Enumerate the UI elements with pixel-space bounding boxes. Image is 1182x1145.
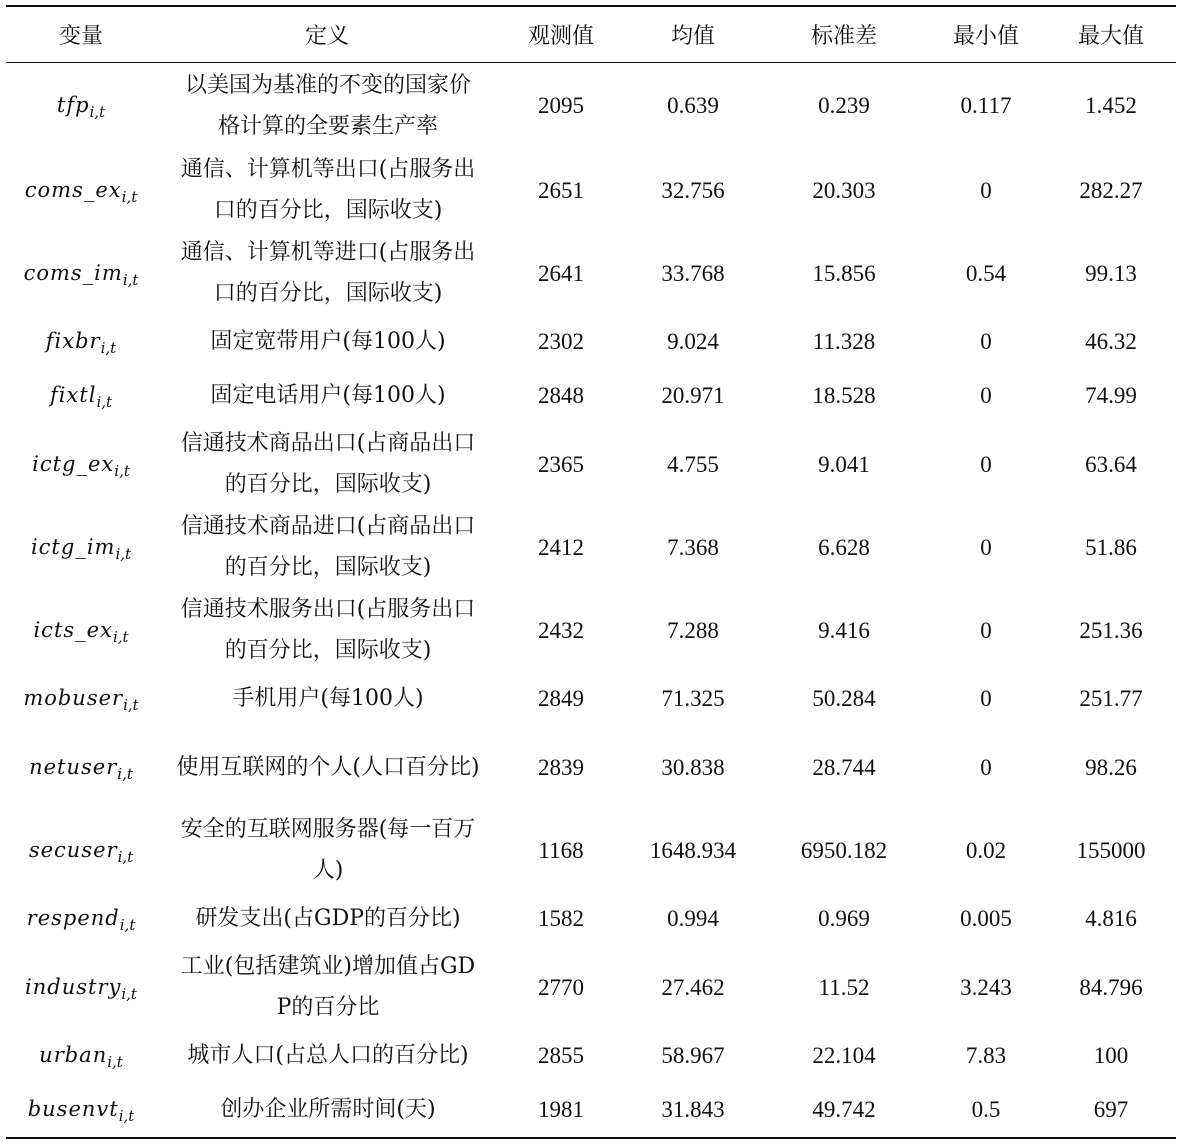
descriptive-statistics-table bbox=[6, 5, 1176, 1139]
observations-cell: 2641 bbox=[538, 260, 584, 286]
variable-cell bbox=[6, 1083, 156, 1138]
mean-cell: 31.843 bbox=[661, 1097, 725, 1122]
table-row bbox=[6, 423, 1176, 506]
min-cell: 0 bbox=[980, 617, 992, 643]
sd-cell: 49.742 bbox=[812, 1097, 876, 1122]
definition-cell: 研发支出(占GDP的百分比) bbox=[195, 906, 461, 931]
sd-cell: 22.104 bbox=[812, 1043, 876, 1068]
mean-cell: 1648.934 bbox=[649, 837, 737, 863]
mean-cell: 0.639 bbox=[667, 93, 719, 118]
max-cell: 251.77 bbox=[1079, 686, 1143, 711]
max-cell: 155000 bbox=[1076, 837, 1146, 863]
variable-cell bbox=[6, 672, 156, 726]
variable-name: urban bbox=[39, 1043, 108, 1067]
table-row bbox=[6, 506, 1176, 589]
header-observations: 观测值 bbox=[527, 23, 594, 49]
variable-subscript: i,t bbox=[123, 696, 139, 714]
variable-name: industry bbox=[25, 974, 122, 999]
sd-cell: 11.52 bbox=[818, 974, 870, 1000]
mean-cell: 58.967 bbox=[661, 1043, 725, 1068]
variable-name: tfp bbox=[56, 93, 90, 117]
mean-cell: 20.971 bbox=[661, 383, 725, 408]
definition-cell: 信通技术商品出口(占商品出口的百分比，国际收支) bbox=[180, 431, 476, 497]
variable-cell bbox=[6, 589, 156, 672]
variable-name: ictg_im bbox=[30, 534, 116, 559]
table-row bbox=[6, 62, 1176, 149]
observations-cell: 2770 bbox=[538, 974, 584, 1000]
min-cell: 7.83 bbox=[965, 1043, 1007, 1068]
observations-cell: 2855 bbox=[538, 1043, 584, 1068]
min-cell: 0 bbox=[980, 383, 992, 408]
sd-cell: 20.303 bbox=[812, 177, 876, 203]
min-cell: 0 bbox=[980, 686, 992, 711]
mean-cell: 32.756 bbox=[661, 177, 725, 203]
observations-cell: 2095 bbox=[538, 93, 584, 118]
variable-cell bbox=[6, 726, 156, 809]
variable-name: fixtl bbox=[49, 383, 97, 407]
max-cell: 1.452 bbox=[1085, 93, 1137, 118]
variable-cell bbox=[6, 149, 156, 232]
max-cell: 4.816 bbox=[1085, 906, 1137, 931]
header-standard-deviation: 标准差 bbox=[810, 23, 877, 49]
min-cell: 0.02 bbox=[965, 837, 1007, 863]
max-cell: 697 bbox=[1093, 1097, 1129, 1122]
observations-cell: 1582 bbox=[538, 906, 584, 931]
observations-cell: 2412 bbox=[538, 534, 584, 560]
definition-cell: 以美国为基准的不变的国家价格计算的全要素生产率 bbox=[184, 72, 471, 139]
observations-cell: 2848 bbox=[538, 383, 584, 408]
observations-cell: 2365 bbox=[538, 451, 584, 477]
variable-name: busenvt bbox=[27, 1097, 119, 1121]
variable-subscript: i,t bbox=[122, 270, 139, 289]
observations-cell: 2839 bbox=[538, 754, 584, 780]
variable-cell bbox=[6, 62, 156, 149]
variable-subscript: i,t bbox=[96, 393, 113, 411]
min-cell: 3.243 bbox=[960, 974, 1012, 1000]
definition-cell: 手机用户(每100人) bbox=[232, 686, 424, 711]
descriptive-statistics-table-container bbox=[6, 5, 1176, 1139]
variable-subscript: i,t bbox=[118, 1107, 135, 1125]
table-row bbox=[6, 1029, 1176, 1083]
definition-cell: 通信、计算机等进口(占服务出口的百分比，国际收支) bbox=[180, 240, 476, 306]
variable-cell bbox=[6, 232, 156, 315]
variable-cell bbox=[6, 369, 156, 423]
mean-cell: 9.024 bbox=[667, 329, 719, 354]
min-cell: 0 bbox=[980, 329, 992, 354]
min-cell: 0.005 bbox=[960, 906, 1012, 931]
variable-subscript: i,t bbox=[119, 916, 136, 934]
table-row bbox=[6, 232, 1176, 315]
mean-cell: 7.288 bbox=[667, 617, 719, 643]
definition-cell: 创办企业所需时间(天) bbox=[220, 1097, 436, 1122]
observations-cell: 2302 bbox=[538, 329, 584, 354]
mean-cell: 71.325 bbox=[661, 686, 725, 711]
min-cell: 0 bbox=[980, 534, 992, 560]
mean-cell: 0.994 bbox=[667, 906, 719, 931]
variable-cell bbox=[6, 423, 156, 506]
table-row bbox=[6, 672, 1176, 726]
sd-cell: 9.041 bbox=[818, 451, 870, 477]
min-cell: 0.5 bbox=[971, 1097, 1001, 1122]
variable-subscript: i,t bbox=[112, 627, 129, 646]
variable-subscript: i,t bbox=[89, 103, 106, 121]
variable-cell bbox=[6, 946, 156, 1029]
max-cell: 46.32 bbox=[1085, 329, 1137, 354]
header-minimum: 最小值 bbox=[952, 23, 1019, 49]
variable-cell bbox=[6, 315, 156, 369]
max-cell: 100 bbox=[1093, 1043, 1129, 1068]
variable-name: icts_ex bbox=[33, 617, 113, 642]
min-cell: 0.117 bbox=[960, 93, 1012, 118]
variable-name: secuser bbox=[28, 837, 118, 862]
sd-cell: 0.239 bbox=[818, 93, 870, 118]
variable-name: fixbr bbox=[45, 329, 101, 353]
table-header-row bbox=[6, 6, 1176, 62]
observations-cell: 2849 bbox=[538, 686, 584, 711]
min-cell: 0.54 bbox=[965, 260, 1007, 286]
table-row bbox=[6, 946, 1176, 1029]
sd-cell: 18.528 bbox=[812, 383, 876, 408]
min-cell: 0 bbox=[980, 177, 992, 203]
observations-cell: 2651 bbox=[538, 177, 584, 203]
max-cell: 98.26 bbox=[1085, 754, 1137, 780]
variable-cell bbox=[6, 1029, 156, 1083]
variable-cell bbox=[6, 506, 156, 589]
variable-subscript: i,t bbox=[117, 764, 133, 783]
sd-cell: 0.969 bbox=[818, 906, 870, 931]
variable-subscript: i,t bbox=[121, 187, 138, 206]
mean-cell: 7.368 bbox=[667, 534, 719, 560]
sd-cell: 9.416 bbox=[818, 617, 870, 643]
variable-subscript: i,t bbox=[115, 544, 132, 563]
variable-cell bbox=[6, 809, 156, 892]
max-cell: 63.64 bbox=[1085, 451, 1137, 477]
variable-subscript: i,t bbox=[107, 1053, 123, 1071]
definition-cell: 信通技术服务出口(占服务出口的百分比，国际收支) bbox=[180, 597, 476, 663]
table-row bbox=[6, 369, 1176, 423]
max-cell: 51.86 bbox=[1085, 534, 1137, 560]
sd-cell: 28.744 bbox=[812, 754, 876, 780]
variable-name: coms_ex bbox=[24, 177, 122, 202]
table-row bbox=[6, 892, 1176, 946]
definition-cell: 固定宽带用户(每100人) bbox=[210, 329, 446, 354]
definition-cell: 信通技术商品进口(占商品出口的百分比，国际收支) bbox=[180, 514, 476, 580]
definition-cell: 通信、计算机等出口(占服务出口的百分比，国际收支) bbox=[180, 157, 476, 223]
table-row bbox=[6, 726, 1176, 809]
variable-name: coms_im bbox=[23, 260, 123, 285]
variable-subscript: i,t bbox=[114, 461, 130, 480]
table-row bbox=[6, 1083, 1176, 1138]
max-cell: 84.796 bbox=[1079, 974, 1143, 1000]
sd-cell: 6.628 bbox=[818, 534, 870, 560]
max-cell: 99.13 bbox=[1085, 260, 1137, 286]
table-row bbox=[6, 809, 1176, 892]
sd-cell: 15.856 bbox=[812, 260, 876, 286]
variable-subscript: i,t bbox=[117, 847, 134, 866]
sd-cell: 11.328 bbox=[812, 329, 876, 354]
observations-cell: 1981 bbox=[538, 1097, 584, 1122]
variable-name: netuser bbox=[29, 754, 118, 779]
max-cell: 282.27 bbox=[1079, 177, 1143, 203]
observations-cell: 1168 bbox=[538, 837, 584, 863]
definition-cell: 安全的互联网服务器(每一百万人) bbox=[180, 817, 476, 883]
sd-cell: 6950.182 bbox=[800, 837, 888, 863]
mean-cell: 27.462 bbox=[661, 974, 725, 1000]
variable-subscript: i,t bbox=[121, 984, 137, 1003]
min-cell: 0 bbox=[980, 451, 992, 477]
definition-cell: 使用互联网的个人(人口百分比) bbox=[176, 754, 480, 780]
definition-cell: 工业(包括建筑业)增加值占GDP的百分比 bbox=[180, 954, 476, 1020]
variable-name: mobuser bbox=[23, 686, 124, 710]
table-row bbox=[6, 315, 1176, 369]
variable-name: ictg_ex bbox=[32, 451, 115, 476]
table-body bbox=[6, 62, 1176, 1138]
min-cell: 0 bbox=[980, 754, 992, 780]
table-row bbox=[6, 589, 1176, 672]
definition-cell: 城市人口(占总人口的百分比) bbox=[187, 1043, 469, 1068]
definition-cell: 固定电话用户(每100人) bbox=[210, 383, 446, 408]
max-cell: 74.99 bbox=[1085, 383, 1137, 408]
variable-name: respend bbox=[26, 906, 120, 930]
mean-cell: 33.768 bbox=[661, 260, 725, 286]
header-variable: 变量 bbox=[58, 23, 103, 49]
variable-subscript: i,t bbox=[100, 339, 117, 357]
table-row bbox=[6, 149, 1176, 232]
mean-cell: 30.838 bbox=[661, 754, 725, 780]
header-definition: 定义 bbox=[304, 23, 349, 49]
header-maximum: 最大值 bbox=[1077, 23, 1144, 49]
variable-cell bbox=[6, 892, 156, 946]
max-cell: 251.36 bbox=[1079, 617, 1143, 643]
header-mean: 均值 bbox=[670, 23, 715, 49]
observations-cell: 2432 bbox=[538, 617, 584, 643]
sd-cell: 50.284 bbox=[812, 686, 876, 711]
mean-cell: 4.755 bbox=[667, 451, 719, 477]
